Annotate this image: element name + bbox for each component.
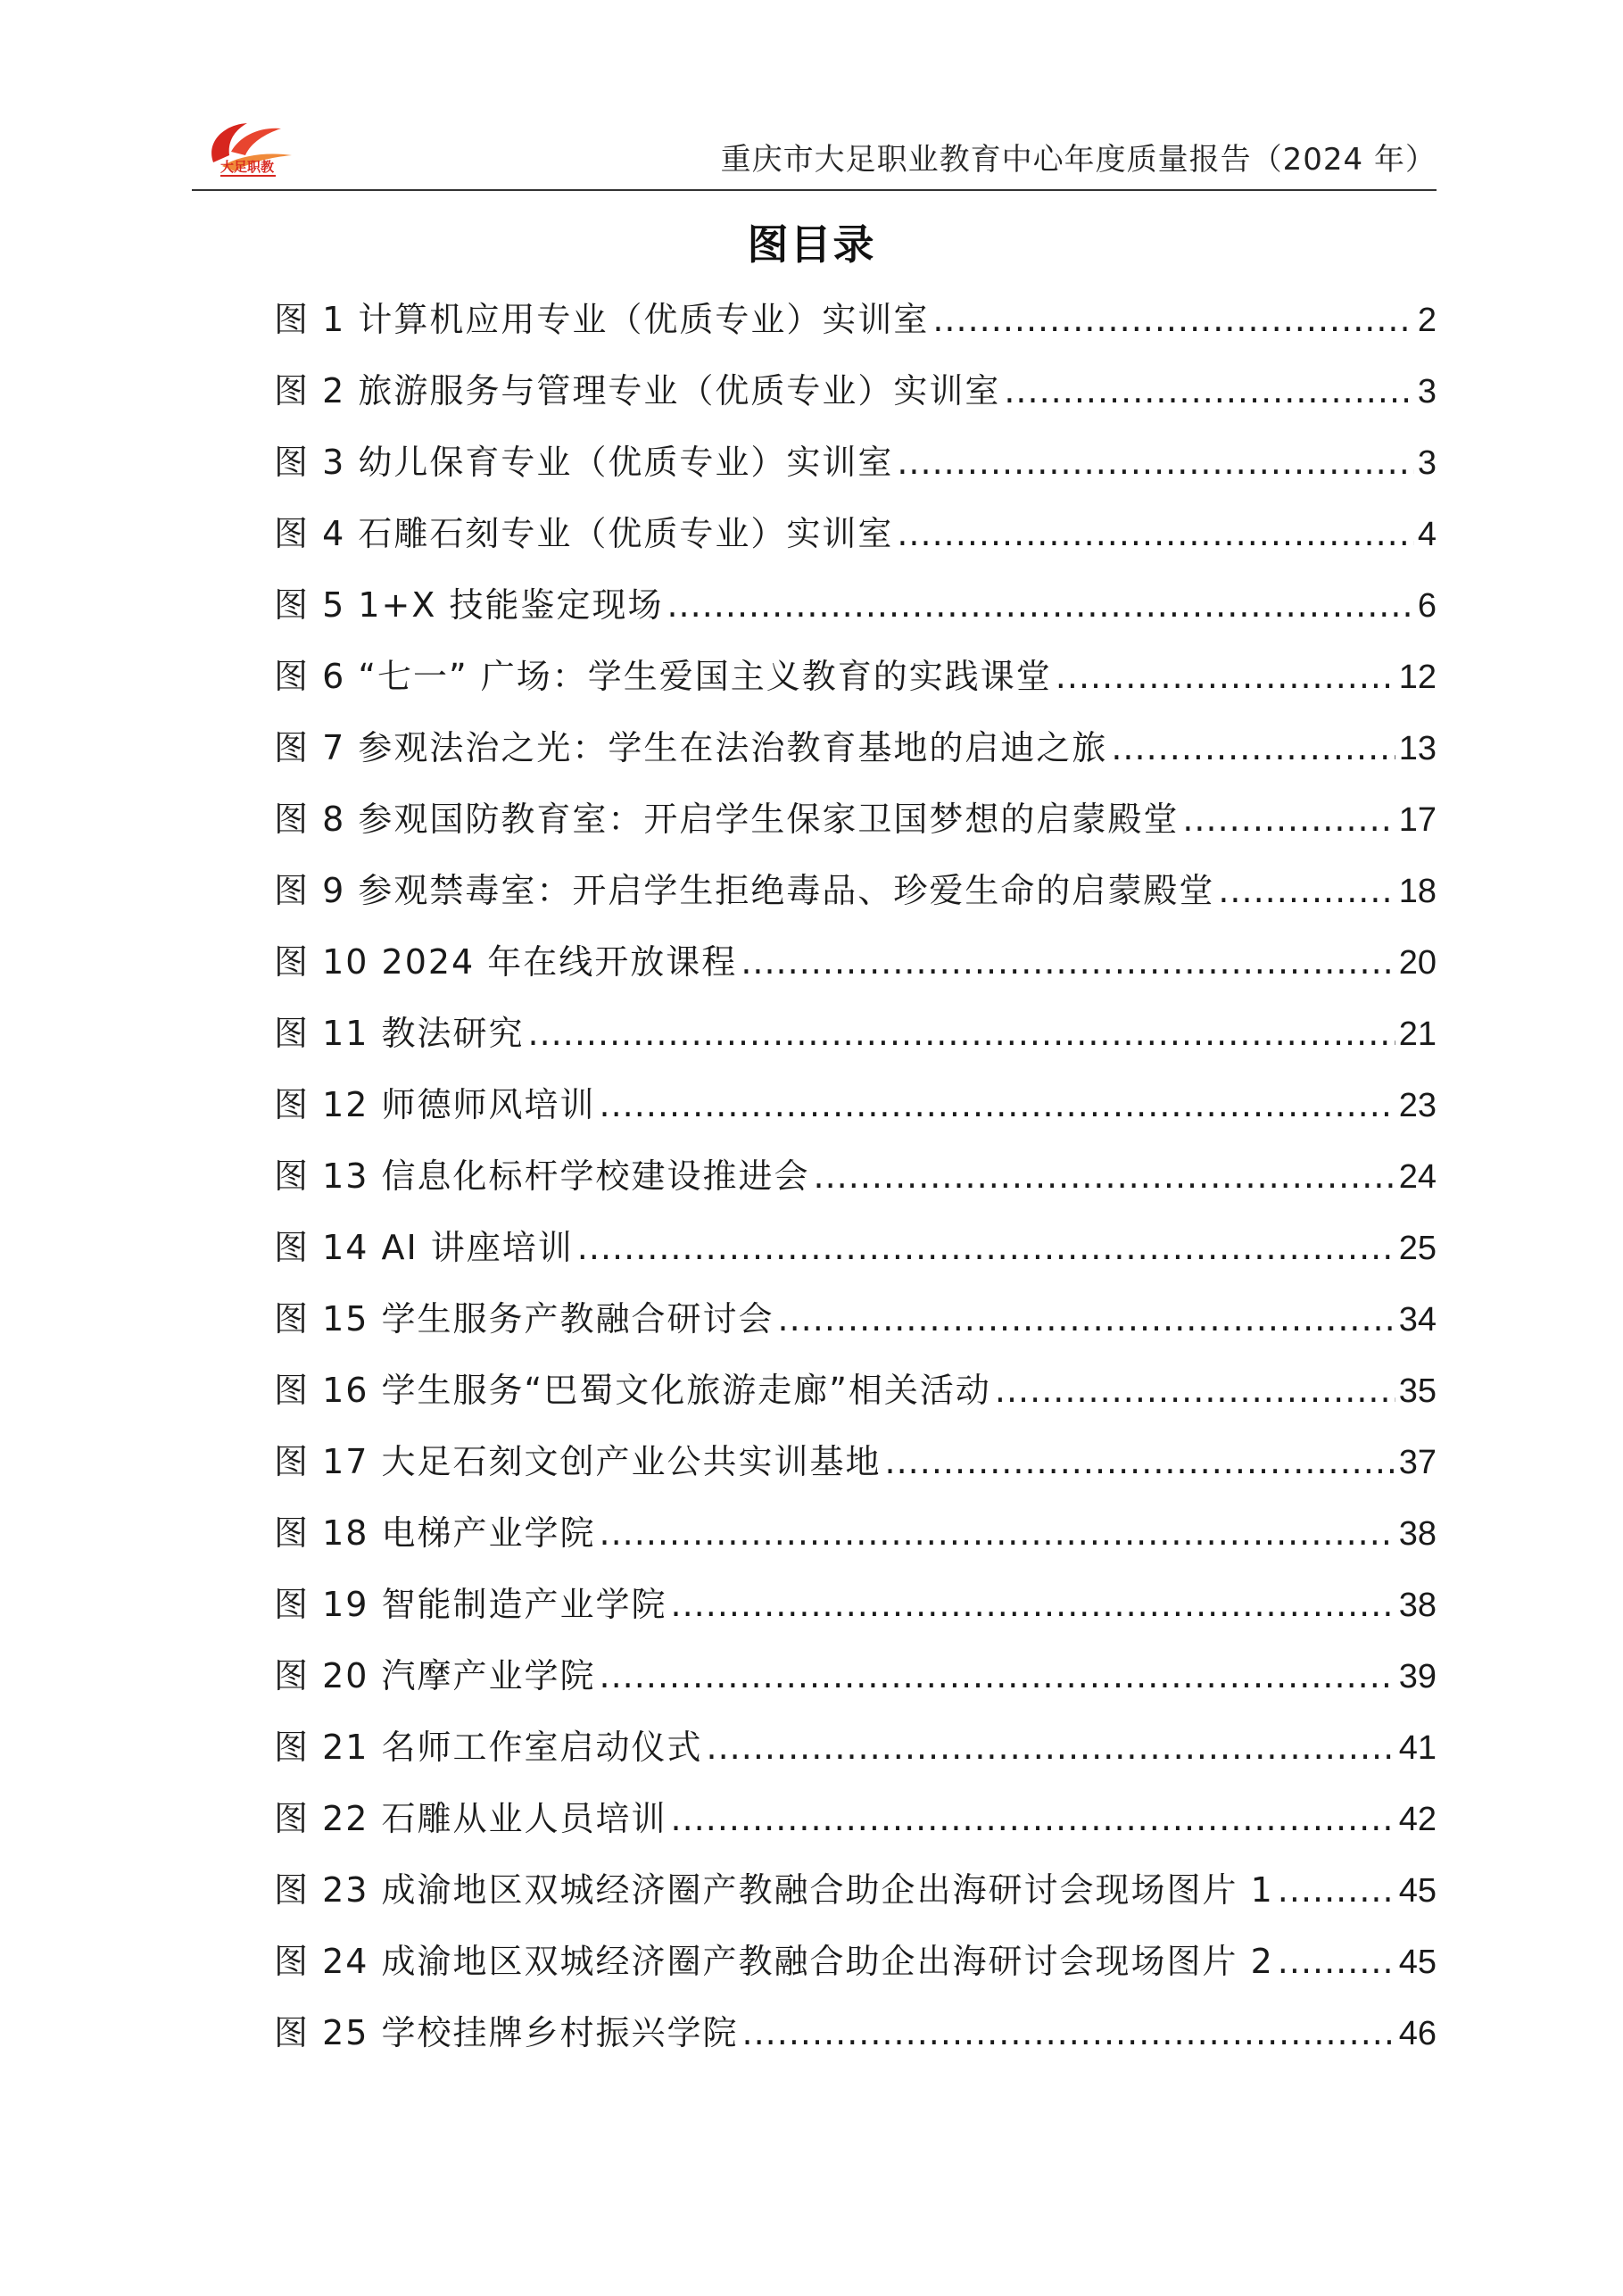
toc-entry[interactable] [274,1926,1437,1997]
toc-entry-page: 45 [1398,1944,1437,1981]
toc-entry-label: 图 10 2024 年在线开放课程 [274,942,738,982]
toc-entry-label: 图 12 师德师风培训 [274,1085,596,1124]
toc-entry[interactable] [274,855,1437,926]
toc-entry-page: 42 [1398,1801,1437,1838]
toc-entry-page: 38 [1398,1515,1437,1553]
toc-leader-dots [1111,712,1395,783]
toc-entry-label: 图 3 幼儿保育专业（优质专业）实训室 [274,443,894,482]
toc-entry-page: 21 [1398,1015,1437,1053]
toc-entry-page: 45 [1398,1872,1437,1910]
toc-entry-label: 图 24 成渝地区双城经济圈产教融合助企出海研讨会现场图片 2 [274,1942,1274,1981]
toc-leader-dots [742,1997,1395,2068]
toc-entry[interactable] [274,284,1437,355]
toc-entry-label: 图 8 参观国防教育室：开启学生保家卫国梦想的启蒙殿堂 [274,800,1180,839]
toc-entry-page: 4 [1417,516,1437,553]
toc-entry-page: 38 [1398,1587,1437,1624]
toc-entry-page: 23 [1398,1087,1437,1124]
toc-leader-dots [600,1640,1395,1712]
toc-entry-label: 图 25 学校挂牌乡村振兴学院 [274,2013,739,2052]
toc-entry[interactable] [274,1712,1437,1783]
toc-leader-dots [814,1140,1395,1212]
toc-entry-label: 图 17 大足石刻文创产业公共实训基地 [274,1442,882,1481]
toc-entry-page: 3 [1417,373,1437,410]
toc-entry-page: 39 [1398,1658,1437,1695]
page-title: 图目录 [747,220,876,269]
toc-entry-page: 17 [1398,801,1437,839]
toc-entry[interactable] [274,926,1437,998]
toc-leader-dots [1004,355,1414,427]
toc-entry[interactable] [274,1426,1437,1497]
toc-entry-label: 图 13 信息化标杆学校建设推进会 [274,1156,810,1196]
figure-index-list [274,284,1437,2068]
toc-entry-label: 图 5 1+X 技能鉴定现场 [274,585,664,625]
toc-entry-label: 图 18 电梯产业学院 [274,1513,596,1553]
toc-entry-label: 图 9 参观禁毒室：开启学生拒绝毒品、珍爱生命的启蒙殿堂 [274,871,1215,910]
toc-entry-label: 图 11 教法研究 [274,1014,525,1053]
toc-entry-page: 34 [1398,1301,1437,1339]
toc-entry-page: 12 [1398,659,1437,696]
toc-entry-label: 图 1 计算机应用专业（优质专业）实训室 [274,300,930,339]
toc-entry-label: 图 6 “七一” 广场：学生爱国主义教育的实践课堂 [274,657,1052,696]
logo-text: 大足职教 [220,159,275,175]
toc-leader-dots [885,1426,1395,1497]
toc-entry-page: 37 [1398,1444,1437,1481]
toc-leader-dots [600,1069,1395,1140]
toc-entry-label: 图 4 石雕石刻专业（优质专业）实训室 [274,514,894,553]
toc-entry[interactable] [274,641,1437,712]
toc-entry-label: 图 16 学生服务“巴蜀文化旅游走廊”相关活动 [274,1371,991,1410]
toc-entry[interactable] [274,1283,1437,1355]
toc-leader-dots [897,427,1414,498]
toc-entry[interactable] [274,1069,1437,1140]
toc-entry-page: 6 [1417,587,1437,625]
toc-leader-dots [778,1283,1395,1355]
toc-leader-dots [1056,641,1395,712]
toc-leader-dots [1278,1854,1395,1926]
toc-entry-label: 图 23 成渝地区双城经济圈产教融合助企出海研讨会现场图片 1 [274,1870,1274,1910]
toc-leader-dots [897,498,1414,569]
toc-leader-dots [995,1355,1395,1426]
school-logo-icon [195,116,302,184]
toc-leader-dots [577,1212,1395,1283]
toc-leader-dots [741,926,1395,998]
toc-entry[interactable] [274,783,1437,855]
toc-entry-label: 图 7 参观法治之光：学生在法治教育基地的启迪之旅 [274,728,1108,767]
toc-entry[interactable] [274,498,1437,569]
toc-entry[interactable] [274,712,1437,783]
toc-entry[interactable] [274,1854,1437,1926]
toc-leader-dots [528,998,1395,1069]
toc-entry-page: 41 [1398,1729,1437,1767]
toc-entry-label: 图 22 石雕从业人员培训 [274,1799,667,1838]
toc-entry[interactable] [274,1997,1437,2068]
toc-entry[interactable] [274,569,1437,641]
toc-entry-label: 图 2 旅游服务与管理专业（优质专业）实训室 [274,371,1001,410]
toc-leader-dots [667,569,1413,641]
toc-entry[interactable] [274,1212,1437,1283]
toc-entry-label: 图 14 AI 讲座培训 [274,1228,574,1267]
toc-entry-page: 25 [1398,1230,1437,1267]
toc-entry[interactable] [274,1640,1437,1712]
toc-entry-page: 13 [1398,730,1437,767]
toc-leader-dots [1182,783,1395,855]
toc-leader-dots [707,1712,1395,1783]
report-title: 重庆市大足职业教育中心年度质量报告（2024 年） [720,142,1437,178]
toc-entry-label: 图 19 智能制造产业学院 [274,1585,667,1624]
page-header [192,107,1437,191]
toc-entry[interactable] [274,1783,1437,1854]
toc-leader-dots [1218,855,1395,926]
toc-entry-label: 图 21 名师工作室启动仪式 [274,1728,703,1767]
toc-entry-page: 20 [1398,944,1437,982]
toc-entry-label: 图 15 学生服务产教融合研讨会 [274,1299,774,1339]
toc-entry-page: 2 [1417,302,1437,339]
toc-leader-dots [671,1783,1395,1854]
toc-entry[interactable] [274,1497,1437,1569]
toc-entry[interactable] [274,998,1437,1069]
toc-entry-page: 46 [1398,2015,1437,2052]
toc-entry-label: 图 20 汽摩产业学院 [274,1656,596,1695]
toc-entry[interactable] [274,1140,1437,1212]
toc-entry[interactable] [274,1569,1437,1640]
toc-entry[interactable] [274,355,1437,427]
toc-leader-dots [600,1497,1395,1569]
toc-entry-page: 24 [1398,1158,1437,1196]
toc-entry-page: 3 [1417,444,1437,482]
toc-leader-dots [932,284,1414,355]
toc-entry-page: 18 [1398,873,1437,910]
toc-entry-page: 35 [1398,1372,1437,1410]
toc-leader-dots [671,1569,1395,1640]
toc-entry[interactable] [274,1355,1437,1426]
toc-entry[interactable] [274,427,1437,498]
toc-leader-dots [1278,1926,1395,1997]
